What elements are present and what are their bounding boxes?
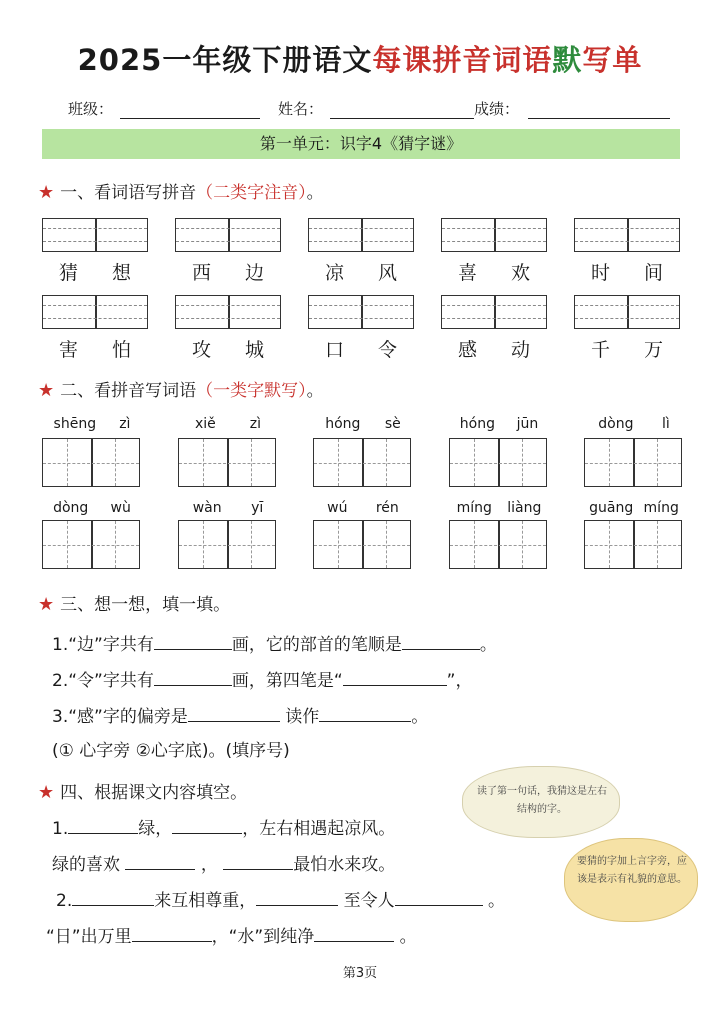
word-char: 令 xyxy=(377,339,397,361)
score-label: 成绩： xyxy=(474,100,520,118)
pinyin-syllable: dòng xyxy=(598,416,634,432)
pinyin-syllable: shēng xyxy=(53,416,97,432)
answer-blank[interactable] xyxy=(402,631,480,650)
pinyin-write-box[interactable] xyxy=(308,218,414,252)
answer-blank[interactable] xyxy=(319,703,411,722)
word-char: 时 xyxy=(590,262,610,284)
section-1-title xyxy=(38,178,324,203)
question-3-2 xyxy=(52,666,472,691)
pinyin-syllable: lì xyxy=(661,416,670,432)
q3-3-text-b: 读作 xyxy=(285,707,320,727)
section-4-heading: 四、根据课文内容填空。 xyxy=(60,783,248,803)
word-char: 攻 xyxy=(191,339,211,361)
section-2-heading: 二、看拼音写词语 xyxy=(60,381,197,401)
pinyin-syllable: yī xyxy=(251,500,264,516)
word-char: 边 xyxy=(244,262,264,284)
pinyin-write-box[interactable] xyxy=(42,218,148,252)
character-write-grid[interactable] xyxy=(42,438,140,487)
answer-blank[interactable] xyxy=(395,887,483,906)
section-2-title xyxy=(38,376,324,401)
pinyin-write-box[interactable] xyxy=(175,218,281,252)
pinyin-label xyxy=(584,416,684,432)
word-char: 西 xyxy=(191,262,211,284)
character-write-grid[interactable] xyxy=(584,438,682,487)
question-3-3 xyxy=(52,702,428,727)
word-pair xyxy=(574,258,680,285)
section-1-end: 。 xyxy=(306,183,324,203)
answer-blank[interactable] xyxy=(343,667,447,686)
star-icon: ★ xyxy=(38,182,55,203)
word-pair xyxy=(308,335,414,362)
section-2-note: （一类字默写） xyxy=(196,381,307,401)
pinyin-label xyxy=(42,416,142,432)
name-label: 姓名： xyxy=(278,100,324,118)
word-pair xyxy=(574,335,680,362)
word-pair xyxy=(175,335,281,362)
pinyin-syllable: míng xyxy=(456,500,492,516)
fill-3-text-a: 2. xyxy=(56,891,73,911)
pinyin-syllable: rén xyxy=(375,500,399,516)
q3-2-text-a: 2.“令”字共有 xyxy=(52,671,154,691)
q3-2-text-c: ”， xyxy=(446,671,473,691)
answer-blank[interactable] xyxy=(132,923,212,942)
page-number: 第3页 xyxy=(342,966,378,981)
word-char: 想 xyxy=(111,262,131,284)
score-field[interactable] xyxy=(528,118,670,119)
character-write-grid[interactable] xyxy=(42,520,140,569)
q3-1-text-c: 。 xyxy=(479,635,497,655)
fill-line-1 xyxy=(52,814,395,839)
character-write-grid[interactable] xyxy=(178,438,276,487)
word-char: 怕 xyxy=(111,339,131,361)
name-field[interactable] xyxy=(330,118,474,119)
word-pair xyxy=(441,258,547,285)
answer-blank[interactable] xyxy=(256,887,338,906)
pinyin-write-box[interactable] xyxy=(574,218,680,252)
word-char: 间 xyxy=(643,262,663,284)
word-char: 千 xyxy=(590,339,610,361)
pinyin-label xyxy=(313,416,413,432)
pinyin-syllable: xiě xyxy=(194,416,216,432)
character-write-grid[interactable] xyxy=(449,438,547,487)
fill-2-text-c: 最怕水来攻。 xyxy=(293,855,396,875)
star-icon: ★ xyxy=(38,594,55,615)
pinyin-syllable: dòng xyxy=(53,500,89,516)
answer-blank[interactable] xyxy=(154,667,232,686)
pinyin-label xyxy=(449,500,549,516)
answer-blank[interactable] xyxy=(125,851,195,870)
title-part-4: 写单 xyxy=(582,43,643,77)
pinyin-label xyxy=(313,500,413,516)
q3-3-text-a: 3.“感”字的偏旁是 xyxy=(52,707,188,727)
word-char: 风 xyxy=(377,262,397,284)
word-char: 喜 xyxy=(457,262,477,284)
star-icon: ★ xyxy=(38,380,55,401)
pinyin-syllable: hóng xyxy=(459,416,495,432)
answer-blank[interactable] xyxy=(223,851,293,870)
question-3-1 xyxy=(52,630,497,655)
class-field[interactable] xyxy=(120,118,260,119)
word-char: 动 xyxy=(510,339,530,361)
character-write-grid[interactable] xyxy=(313,438,411,487)
section-2-end: 。 xyxy=(306,381,324,401)
section-1-note: （二类字注音） xyxy=(196,183,307,203)
word-char: 害 xyxy=(58,339,78,361)
fill-4-text-b: ，“水”到纯净 xyxy=(211,927,315,947)
pinyin-write-box[interactable] xyxy=(574,295,680,329)
answer-blank[interactable] xyxy=(154,631,232,650)
word-pair xyxy=(42,258,148,285)
pinyin-syllable: zì xyxy=(119,416,131,432)
answer-blank[interactable] xyxy=(68,815,138,834)
hint-bubble-2 xyxy=(564,838,698,922)
fill-1-text-a: 1. xyxy=(52,819,69,839)
pinyin-label xyxy=(584,500,684,516)
pinyin-write-box[interactable] xyxy=(308,295,414,329)
word-char: 欢 xyxy=(510,262,530,284)
student-info-row xyxy=(68,98,678,122)
pinyin-label xyxy=(178,500,278,516)
hint-bubble-2-text: 要猜的字加上言字旁，应该是表示有礼貌的意思。 xyxy=(577,856,687,885)
page-title xyxy=(0,38,720,79)
fill-2-text-a: 绿的喜欢 xyxy=(52,855,120,875)
answer-blank[interactable] xyxy=(188,703,280,722)
fill-3-text-b: 来互相尊重， xyxy=(154,891,257,911)
fill-line-3 xyxy=(56,886,505,911)
word-char: 城 xyxy=(244,339,264,361)
fill-3-text-d: 。 xyxy=(488,891,506,911)
pinyin-syllable: sè xyxy=(384,416,401,432)
fill-1-text-b: 绿， xyxy=(138,819,173,839)
pinyin-syllable: zì xyxy=(249,416,261,432)
character-write-grid[interactable] xyxy=(313,520,411,569)
class-label: 班级： xyxy=(68,100,114,118)
pinyin-syllable: liàng xyxy=(507,500,542,516)
word-pair xyxy=(42,335,148,362)
pinyin-syllable: wù xyxy=(110,500,131,516)
title-part-3: 默 xyxy=(552,43,583,77)
word-pair xyxy=(441,335,547,362)
pinyin-syllable: míng xyxy=(643,500,679,516)
q3-2-text-b: 画，第四笔是“ xyxy=(231,671,343,691)
question-3-4: (① 心字旁 ②心字底)。(填序号) xyxy=(52,741,290,761)
answer-blank[interactable] xyxy=(172,815,242,834)
fill-3-text-c: 至令人 xyxy=(343,891,395,911)
answer-blank[interactable] xyxy=(72,887,154,906)
unit-banner: 第一单元：识字4《猜字谜》 xyxy=(42,129,680,159)
pinyin-write-box[interactable] xyxy=(441,295,547,329)
character-write-grid[interactable] xyxy=(449,520,547,569)
fill-line-4 xyxy=(46,922,417,947)
pinyin-label xyxy=(42,500,142,516)
pinyin-syllable: wàn xyxy=(192,500,222,516)
q3-3-text-c: 。 xyxy=(411,707,429,727)
section-3-heading: 三、想一想，填一填。 xyxy=(60,595,231,615)
pinyin-syllable: jūn xyxy=(516,416,539,432)
hint-bubble-1 xyxy=(462,766,620,838)
hint-bubble-1-text: 读了第一句话，我猜这是左右结构的字。 xyxy=(477,786,607,815)
pinyin-syllable: guāng xyxy=(589,500,634,516)
word-char: 猜 xyxy=(58,262,78,284)
character-write-grid[interactable] xyxy=(584,520,682,569)
pinyin-write-box[interactable] xyxy=(175,295,281,329)
word-char: 感 xyxy=(457,339,477,361)
section-4-title xyxy=(38,778,247,803)
fill-4-text-c: 。 xyxy=(399,927,417,947)
fill-2-text-b: ， xyxy=(200,855,218,875)
pinyin-label xyxy=(449,416,549,432)
pinyin-write-box[interactable] xyxy=(441,218,547,252)
fill-1-text-c: ，左右相遇起凉风。 xyxy=(242,819,396,839)
star-icon: ★ xyxy=(38,782,55,803)
pinyin-syllable: hóng xyxy=(325,416,361,432)
character-write-grid[interactable] xyxy=(178,520,276,569)
word-char: 凉 xyxy=(324,262,344,284)
q3-1-text-a: 1.“边”字共有 xyxy=(52,635,154,655)
word-pair xyxy=(175,258,281,285)
word-char: 口 xyxy=(324,339,344,361)
fill-4-text-a: “日”出万里 xyxy=(46,927,132,947)
section-3-title xyxy=(38,590,230,615)
answer-blank[interactable] xyxy=(314,923,394,942)
word-char: 万 xyxy=(643,339,663,361)
title-part-2: 每课拼音词语 xyxy=(372,43,553,77)
q3-1-text-b: 画，它的部首的笔顺是 xyxy=(231,635,402,655)
pinyin-write-box[interactable] xyxy=(42,295,148,329)
fill-line-2 xyxy=(52,850,395,875)
title-part-1: 2025一年级下册语文 xyxy=(77,43,373,77)
word-pair xyxy=(308,258,414,285)
pinyin-syllable: wú xyxy=(327,500,348,516)
section-1-heading: 一、看词语写拼音 xyxy=(60,183,197,203)
pinyin-label xyxy=(178,416,278,432)
